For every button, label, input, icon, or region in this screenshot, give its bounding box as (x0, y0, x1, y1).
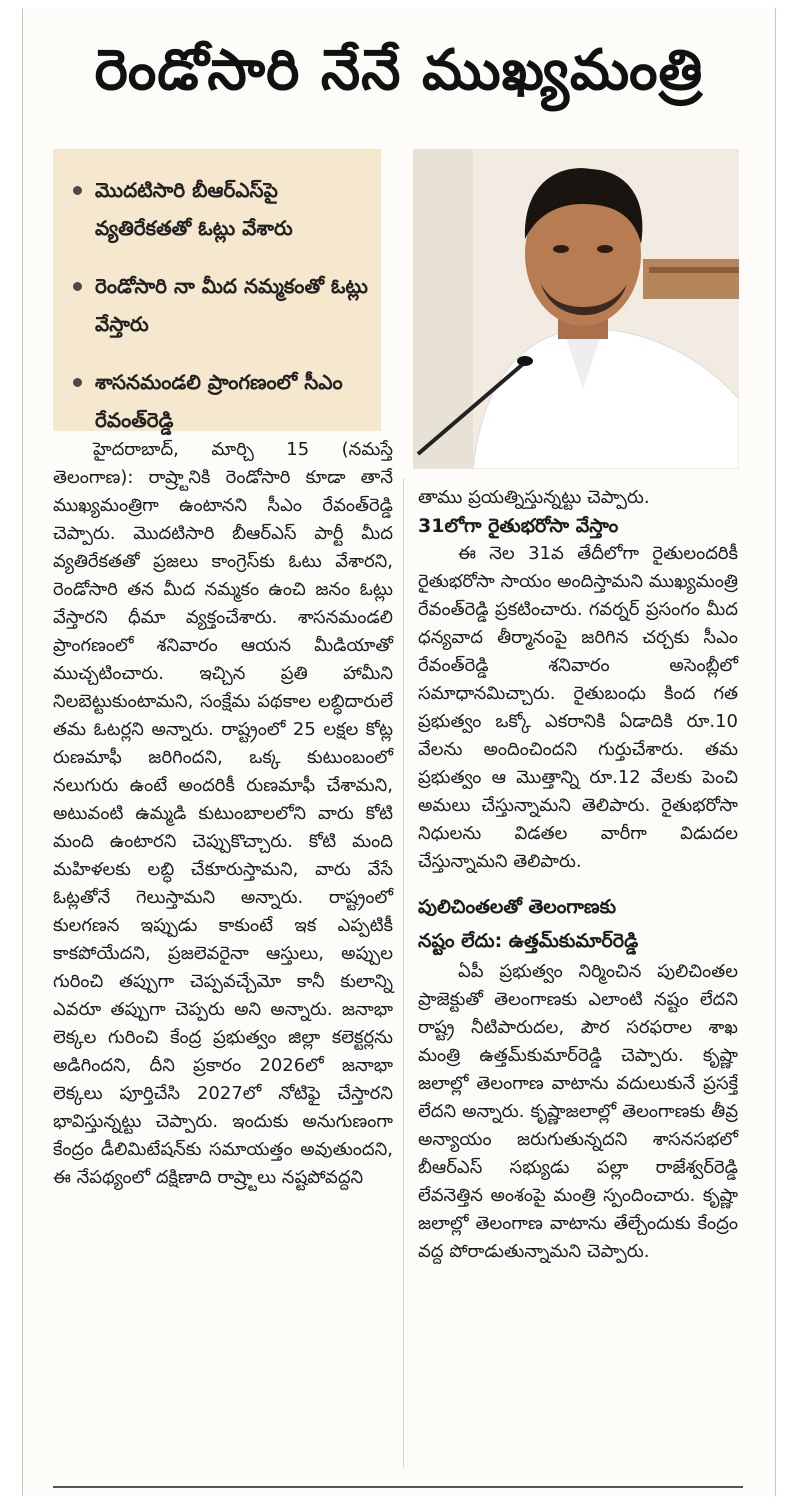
highlight-text: మొదటిసారి బీఆర్‌ఎస్‌పై వ్యతిరేకతతో ఓట్లు వేశారు (95, 178, 293, 240)
article-column-right (418, 484, 738, 1266)
highlight-item (71, 267, 371, 343)
subheading-pulichintala (418, 890, 738, 958)
continuation-text: తాము ప్రయత్నిస్తున్నట్టు చెప్పారు. (418, 487, 650, 508)
portrait-photo (413, 149, 739, 469)
news-clipping (22, 8, 776, 1496)
highlights-list (71, 171, 371, 439)
bullet-icon (73, 282, 82, 291)
highlight-item (71, 171, 371, 247)
paragraph-pulichintala: ఏపీ ప్రభుత్వం నిర్మించిన పులిచింతల ప్రాజెక్టుతో తెలంగాణకు ఎలాంటి నష్టం లేదని రాష్ట్ర నీటిపారుదల, పౌర సరఫరాల శాఖ మంత్రి ఉత్తమ్‌కుమార్‌రెడ్డి చెప్పారు. కృష్ణా జలాల్లో తెలంగాణ వాటాను వదులుకునే ప్రసక్తే లేదని అన్నారు. కృష్ణాజలాల్లో తెలంగాణకు తీవ్ర అన్యాయం జరుగుతున్నదని శాసనసభలో బీఆర్‌ఎస్‌ సభ్యుడు పల్లా రాజేశ్వర్‌రెడ్డి లేవనెత్తిన అంశంపై మంత్రి స్పందించారు. కృష్ణా జలాల్లో తెలంగాణ వాటాను తేల్చేందుకు కేంద్రం వద్ద పోరాడుతున్నామని చెప్పారు. (418, 961, 738, 1262)
article-body-text: హైదరాబాద్‌, మార్చి 15 (నమస్తే తెలంగాణ): రాష్ర్టానికి రెండోసారి కూడా తానే ముఖ్యమంత్రిగా ఉంటానని సీఎం రేవంత్‌రెడ్డి చెప్పారు. మొదటిసారి బీఆర్‌ఎస్‌ పార్టీ మీద వ్యతిరేకతతో ప్రజలు కాంగ్రెస్‌కు ఓటు వేశారని, రెండోసారి తన మీద నమ్మకం ఉంచి జనం ఓట్లు వేస్తారని ధీమా వ్యక్తంచేశారు. శాసనమండలి ప్రాంగణంలో శనివారం ఆయన మీడియాతో ముచ్చటించారు. ఇచ్చిన ప్రతి హామీని నిలబెట్టుకుంటామని, సంక్షేమ పథకాల లబ్ధిదారులే తమ ఓటర్లని అన్నారు. రాష్ట్రంలో 25 లక్షల కోట్ల రుణమాఫీ జరిగిందని, ఒక్క కుటుంబంలో నలుగురు ఉంటే అందరికీ రుణమాఫీ చేశామని, అటువంటి ఉమ్మడి కుటుంబాలలోని వారు కోటి మంది ఉంటారని చెప్పుకొచ్చారు. కోటి మంది మహిళలకు లబ్ధి చేకూరుస్తామని, వారు వేసే ఓట్లతోనే గెలుస్తామని అన్నారు. రాష్ట్రంలో కులగణన ఇప్పుడు కాకుంటే ఇక ఎప్పటికీ కాకపోయేదని, ప్రజలెవరైనా ఆస్తులు, అప్పుల గురించి తప్పుగా చెప్పవచ్చేమో కానీ కులాన్ని ఎవరూ తప్పుగా చెప్పరు అని అన్నారు. జనాభా లెక్కల గురించి కేంద్ర ప్రభుత్వం జిల్లా కలెక్టర్లను అడిగిందని, దీని ప్రకారం 2026లో జనాభా లెక్కలు పూర్తిచేసి 2027లో నోటిఫై చేస్తారని భావిస్తున్నట్టు చెప్పారు. ఇందుకు అనుగుణంగా కేంద్రం డీలిమిటేషన్‌కు సమాయత్తం అవుతుందని, ఈ నేపథ్యంలో దక్షిణాది రాష్ర్టాలు నష్టపోవద్దని (53, 439, 393, 1188)
subheading-line: పులిచింతలతో తెలంగాణకు (418, 896, 617, 918)
subheading-line: నష్టం లేదు: ఉత్తమ్‌కుమార్‌రెడ్డి (418, 930, 639, 952)
highlights-box (53, 149, 381, 431)
subheading-rythu-bharosa: 31లోగా రైతుభరోసా వేస్తాం (418, 515, 619, 537)
headline: రెండోసారి నేనే ముఖ్యమంత్రి (94, 38, 704, 103)
paragraph-rythu-bharosa: ఈ నెల 31వ తేదీలోగా రైతులందరికీ రైతుభరోసా సాయం అందిస్తామని ముఖ్యమంత్రి రేవంత్‌రెడ్డి ప్రకటించారు. గవర్నర్‌ ప్రసంగం మీద ధన్యవాద తీర్మానంపై జరిగిన చర్చకు సీఎం రేవంత్‌రెడ్డి శనివారం అసెంబ్లీలో సమాధానమిచ్చారు. రైతుబంధు కింద గత ప్రభుత్వం ఒక్కో ఎకరానికి ఏడాదికి రూ.10 వేలను అందించిందని గుర్తుచేశారు. తమ ప్రభుత్వం ఆ మొత్తాన్ని రూ.12 వేలకు పెంచి అమలు చేస్తున్నామని తెలిపారు. రైతుభరోసా నిధులను విడతల వారీగా విడుదల చేస్తున్నామని తెలిపారు. (418, 543, 738, 872)
column-divider (403, 478, 404, 1468)
bullet-icon (73, 378, 82, 387)
article-column-left (53, 436, 393, 1192)
bullet-icon (73, 186, 82, 195)
portrait-illustration (413, 149, 739, 469)
highlight-text: రెండోసారి నా మీద నమ్మకంతో ఓట్లు వేస్తారు (95, 274, 368, 336)
bottom-rule (53, 1486, 743, 1488)
highlight-text: శాసనమండలి ప్రాంగణంలో సీఎం రేవంత్‌రెడ్డి (95, 370, 343, 432)
highlight-item (71, 363, 371, 439)
